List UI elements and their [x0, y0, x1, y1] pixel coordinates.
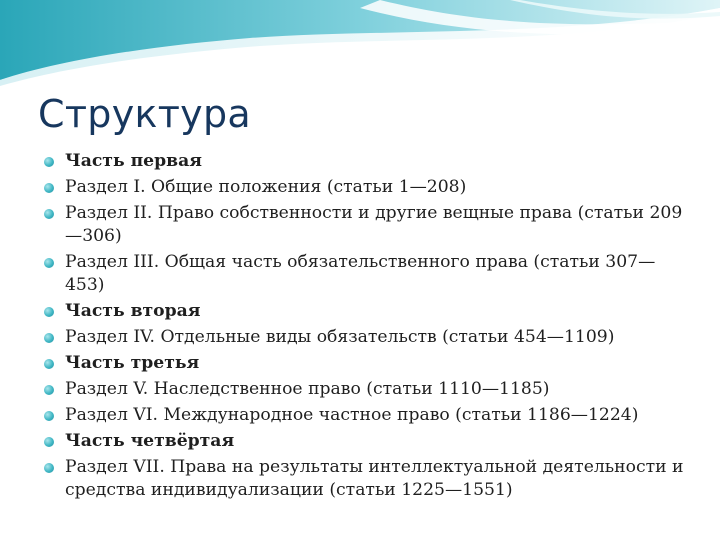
bullet-text: Раздел III. Общая часть обязательственного права (статьи 307—453) — [65, 252, 656, 295]
slide-title: Структура — [38, 92, 251, 136]
bullet-icon — [44, 411, 54, 421]
bullet-text: Часть четвёртая — [65, 431, 235, 451]
bullet-item-section-1 — [44, 176, 694, 199]
bullet-text: Раздел V. Наследственное право (статьи 1110—1185) — [65, 379, 550, 399]
bullet-item-section-2 — [44, 202, 694, 248]
bullet-icon — [44, 258, 54, 268]
bullet-text: Часть третья — [65, 353, 200, 373]
bullet-text: Раздел II. Право собственности и другие вещные права (статьи 209—306) — [65, 203, 683, 246]
bullet-icon — [44, 437, 54, 447]
bullet-icon — [44, 157, 54, 167]
bullet-item-section-6 — [44, 404, 694, 427]
bullet-text: Раздел VII. Права на результаты интеллектуальной деятельности и средства индивидуализации (статьи 1225—1551) — [65, 457, 684, 500]
bullet-item-part-3 — [44, 352, 694, 375]
bullet-text: Часть вторая — [65, 301, 201, 321]
bullet-icon — [44, 463, 54, 473]
bullet-icon — [44, 183, 54, 193]
bullet-item-section-3 — [44, 251, 694, 297]
bullet-item-part-2 — [44, 300, 694, 323]
bullet-item-section-7 — [44, 456, 694, 502]
bullet-item-part-4 — [44, 430, 694, 453]
bullet-text: Раздел IV. Отдельные виды обязательств (статьи 454—1109) — [65, 327, 615, 347]
bullet-icon — [44, 307, 54, 317]
bullet-text: Часть первая — [65, 151, 202, 171]
bullet-icon — [44, 209, 54, 219]
bullet-text: Раздел VI. Международное частное право (статьи 1186—1224) — [65, 405, 639, 425]
header-wave-decoration — [0, 0, 720, 90]
bullet-list — [44, 150, 694, 505]
bullet-item-part-1 — [44, 150, 694, 173]
bullet-item-section-5 — [44, 378, 694, 401]
bullet-icon — [44, 359, 54, 369]
bullet-icon — [44, 333, 54, 343]
bullet-text: Раздел I. Общие положения (статьи 1—208) — [65, 177, 467, 197]
bullet-item-section-4 — [44, 326, 694, 349]
bullet-icon — [44, 385, 54, 395]
